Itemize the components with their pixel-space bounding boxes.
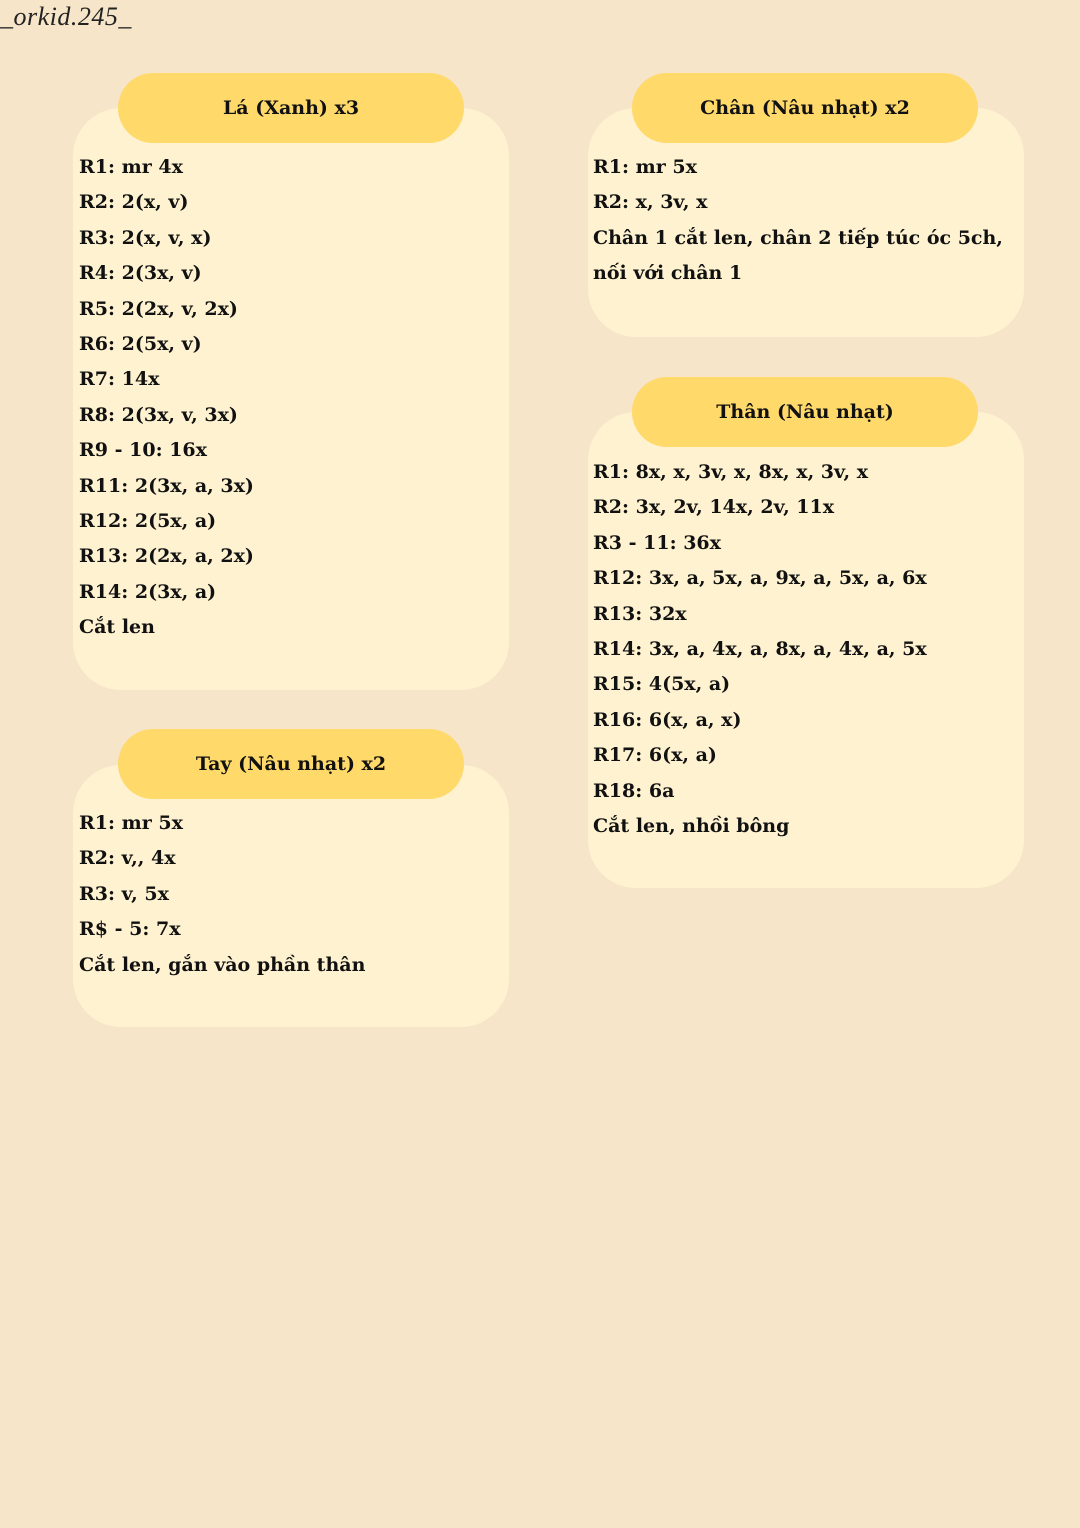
pattern-row: R$ - 5: 7x: [79, 918, 181, 941]
title-tay: Tay (Nâu nhạt) x2: [118, 729, 464, 799]
pattern-row: R1: 8x, x, 3v, x, 8x, x, 3v, x: [593, 461, 869, 483]
pattern-row: R3: v, 5x: [79, 882, 169, 905]
pattern-row: R6: 2(5x, v): [79, 332, 202, 355]
pattern-row: R2: x, 3v, x: [593, 191, 708, 214]
pattern-row: R14: 3x, a, 4x, a, 8x, a, 4x, a, 5x: [593, 637, 927, 660]
pattern-row: Cắt len, gắn vào phần thân: [79, 953, 366, 976]
pattern-row: R4: 2(3x, v): [79, 262, 202, 285]
lines-la: [79, 150, 254, 645]
pattern-row: Cắt len, nhồi bông: [593, 814, 790, 837]
pattern-row: R1: mr 5x: [593, 156, 697, 178]
pattern-row: R2: v,, 4x: [79, 847, 176, 870]
lines-tay: [79, 806, 365, 983]
pattern-row: R1: mr 4x: [79, 156, 183, 178]
pattern-row: R1: mr 5x: [79, 812, 183, 834]
pattern-row: R3: 2(x, v, x): [79, 226, 212, 249]
pattern-row: R2: 3x, 2v, 14x, 2v, 11x: [593, 496, 835, 519]
pattern-row: R11: 2(3x, a, 3x): [79, 474, 254, 497]
lines-chan: [593, 150, 1003, 292]
pattern-row: R13: 2(2x, a, 2x): [79, 545, 254, 568]
pattern-row: R3 - 11: 36x: [593, 531, 721, 554]
pattern-row: R8: 2(3x, v, 3x): [79, 403, 238, 426]
pattern-row: R14: 2(3x, a): [79, 580, 217, 603]
pattern-row: R5: 2(2x, v, 2x): [79, 297, 238, 320]
pattern-row: R17: 6(x, a): [593, 744, 717, 767]
pattern-row: Chân 1 cắt len, chân 2 tiếp túc óc 5ch,: [593, 226, 1003, 249]
pattern-row: R18: 6a: [593, 779, 675, 802]
title-la: Lá (Xanh) x3: [118, 73, 464, 143]
pattern-row: R13: 32x: [593, 602, 687, 625]
pattern-row: R2: 2(x, v): [79, 191, 189, 214]
pattern-row: nối với chân 1: [593, 262, 743, 285]
lines-than: [593, 455, 927, 844]
pattern-row: R7: 14x: [79, 368, 160, 391]
pattern-row: R16: 6(x, a, x): [593, 708, 742, 731]
signature: _orkid.245_: [0, 2, 132, 31]
pattern-row: R15: 4(5x, a): [593, 673, 731, 696]
pattern-row: R12: 2(5x, a): [79, 509, 217, 532]
pattern-row: R9 - 10: 16x: [79, 439, 207, 462]
title-chan: Chân (Nâu nhạt) x2: [632, 73, 978, 143]
title-than: Thân (Nâu nhạt): [632, 377, 978, 447]
pattern-row: Cắt len: [79, 616, 155, 639]
pattern-row: R12: 3x, a, 5x, a, 9x, a, 5x, a, 6x: [593, 567, 927, 590]
